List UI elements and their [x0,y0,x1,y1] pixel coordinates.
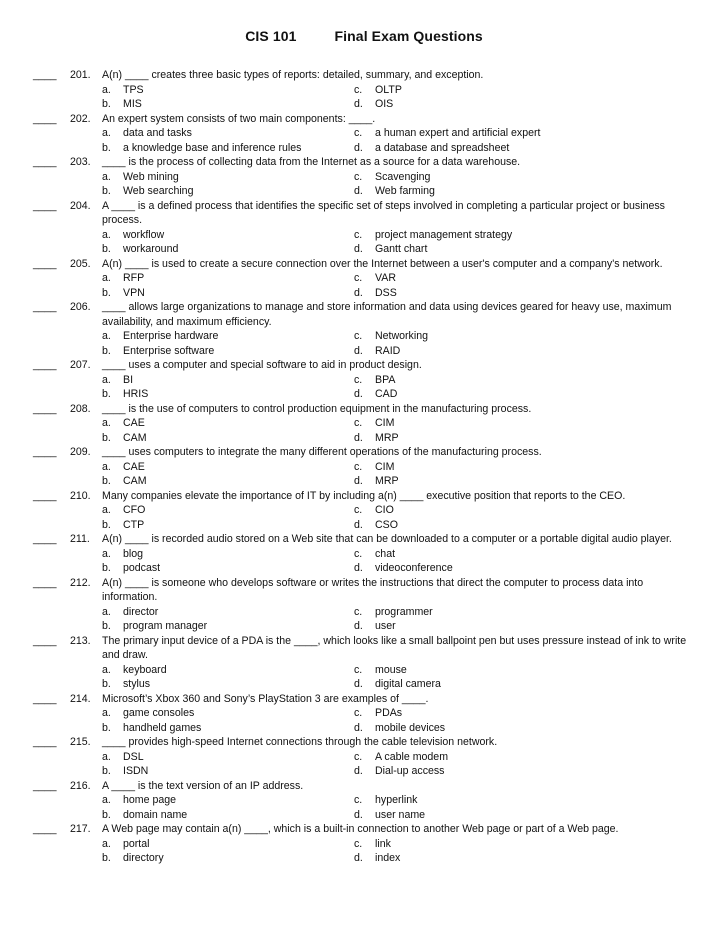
question-number: 207. [70,359,91,371]
answer-options [0,663,728,692]
option-text: BPA [375,373,396,386]
answer-options [0,373,728,402]
option-letter: c. [354,504,363,516]
option-letter: b. [102,286,111,299]
option-text: a database and spreadsheet [375,141,510,154]
question-number: 214. [70,692,91,705]
option-text: program manager [123,620,208,632]
option-text: PDAs [375,707,403,719]
option-letter: c. [354,794,363,806]
question-stem: ____ allows large organizations to manage and store information and data using devices geared for heavy use, maximum availability, and maximum efficiency. [102,301,672,328]
option-letter: a. [102,228,111,241]
option-letter: d. [354,562,363,574]
option-letter: d. [354,765,363,777]
answer-options [0,750,728,779]
option-text: CSO [375,518,398,531]
option-letter: c. [354,547,363,560]
page-title [0,28,728,44]
option-text: Web mining [123,170,179,183]
answer-blank[interactable]: ____ [33,576,57,589]
option-text: a human expert and artificial expert [375,127,541,139]
option-text: DSL [123,750,144,763]
question-stem: ____ uses computers to integrate the many different operations of the manufacturing process. [102,446,542,458]
option-letter: d. [354,344,363,357]
option-text: CAE [123,460,145,473]
option-text: workaround [123,243,179,255]
option-letter: a. [102,127,111,139]
option-text: digital camera [375,678,441,690]
option-letter: d. [354,852,363,864]
option-text: programmer [375,605,433,618]
option-letter: c. [354,605,363,618]
option-letter: d. [354,620,363,632]
question-stem: A ____ is a defined process that identifies the specific set of steps involved in completing a particular project or business process. [102,199,665,226]
option-text: A cable modem [375,750,449,763]
option-letter: c. [354,663,363,676]
option-text: chat [375,547,396,560]
option-text: mobile devices [375,721,446,734]
option-text: portal [123,837,150,850]
question-number: 204. [70,199,91,212]
answer-blank[interactable]: ____ [33,634,57,647]
answer-options [0,83,728,112]
option-letter: c. [354,707,363,719]
answer-options [0,706,728,735]
option-letter: b. [102,475,111,487]
option-text: game consoles [123,707,195,719]
option-text: a knowledge base and inference rules [123,141,302,154]
option-letter: a. [102,373,111,386]
option-letter: d. [354,808,363,821]
question-item [0,576,728,634]
answer-blank[interactable]: ____ [33,301,57,313]
option-text: ISDN [123,765,149,777]
question-number: 210. [70,489,91,502]
option-letter: b. [102,620,111,632]
option-letter: d. [354,388,363,400]
answer-blank[interactable]: ____ [33,69,57,81]
option-text: Networking [375,330,428,342]
option-letter: c. [354,83,363,96]
option-letter: a. [102,707,111,719]
option-text: OLTP [375,83,402,96]
question-stem: A(n) ____ creates three basic types of reports: detailed, summary, and exception. [102,69,484,81]
option-letter: b. [102,808,111,821]
question-item [0,445,728,489]
question-stem: A Web page may contain a(n) ____, which is a built-in connection to another Web page or part of a Web page. [102,823,619,835]
answer-options [0,126,728,155]
option-letter: d. [354,678,363,690]
question-number: 202. [70,112,91,125]
option-text: podcast [123,562,161,574]
option-letter: b. [102,388,111,400]
option-letter: a. [102,663,111,676]
question-stem: A(n) ____ is recorded audio stored on a Web site that can be downloaded to a computer or a portable digital audio player. [102,533,672,545]
option-text: CAM [123,475,147,487]
option-text: Enterprise hardware [123,330,219,342]
question-stem: A ____ is the text version of an IP address. [102,779,304,792]
option-text: CIO [375,504,394,516]
answer-blank[interactable]: ____ [33,533,57,545]
question-item [0,489,728,533]
answer-options [0,793,728,822]
answer-options [0,329,728,358]
question-stem: Many companies elevate the importance of IT by including a(n) ____ executive position that reports to the CEO. [102,489,626,502]
option-text: MRP [375,475,399,487]
answer-blank[interactable]: ____ [33,736,57,748]
option-text: Web searching [123,185,194,197]
option-letter: a. [102,547,111,560]
answer-blank[interactable]: ____ [33,156,57,168]
option-letter: b. [102,141,111,154]
option-text: RAID [375,344,401,357]
option-letter: a. [102,170,111,183]
question-stem: A(n) ____ is used to create a secure connection over the Internet between a user's computer and a company's network. [102,257,663,270]
option-text: Web farming [375,185,435,197]
question-item [0,822,728,866]
option-text: MRP [375,431,399,444]
question-item [0,358,728,402]
question-item [0,112,728,156]
question-stem: The primary input device of a PDA is the ____, which looks like a small ballpoint pen but uses pressure instead of ink to write and draw. [102,634,687,661]
option-text: HRIS [123,388,149,400]
option-letter: b. [102,344,111,357]
question-number: 216. [70,779,91,792]
option-letter: a. [102,417,111,429]
option-text: DSS [375,286,397,299]
option-letter: b. [102,243,111,255]
option-letter: d. [354,286,363,299]
question-stem: ____ is the use of computers to control production equipment in the manufacturing process. [102,402,532,415]
option-letter: b. [102,721,111,734]
option-letter: a. [102,504,111,516]
option-letter: d. [354,185,363,197]
option-letter: c. [354,228,363,241]
answer-blank[interactable]: ____ [33,823,57,835]
option-letter: b. [102,852,111,864]
answer-blank[interactable]: ____ [33,446,57,458]
option-letter: b. [102,765,111,777]
question-stem: A(n) ____ is someone who develops software or writes the instructions that direct the computer to process data into information. [102,576,644,603]
option-letter: d. [354,431,363,444]
question-stem: An expert system consists of two main components: ____. [102,112,376,125]
answer-blank[interactable]: ____ [33,779,57,792]
option-text: Scavenging [375,170,431,183]
answer-options [0,605,728,634]
question-item [0,68,728,112]
option-letter: a. [102,605,111,618]
option-letter: c. [354,170,363,183]
option-letter: c. [354,272,363,284]
option-text: user [375,620,396,632]
answer-options [0,503,728,532]
option-text: CIM [375,460,395,473]
option-letter: a. [102,83,111,96]
option-letter: d. [354,721,363,734]
question-item [0,257,728,301]
option-text: link [375,837,391,850]
option-text: videoconference [375,562,453,574]
question-item [0,692,728,736]
option-letter: c. [354,750,363,763]
option-text: OIS [375,98,394,110]
answer-options [0,271,728,300]
answer-options [0,460,728,489]
question-number: 213. [70,634,91,647]
option-text: user name [375,808,426,821]
answer-blank[interactable]: ____ [33,257,57,270]
answer-blank[interactable]: ____ [33,199,57,212]
option-letter: d. [354,98,363,110]
question-number: 217. [70,823,91,835]
question-item [0,779,728,823]
option-letter: c. [354,837,363,850]
option-text: workflow [123,228,165,241]
answer-blank[interactable]: ____ [33,489,57,502]
course-code: CIS 101 [245,28,297,44]
option-letter: a. [102,794,111,806]
option-text: MIS [123,98,142,110]
option-text: directory [123,852,164,864]
option-text: Dial-up access [375,765,445,777]
option-text: Gantt chart [375,243,428,255]
answer-blank[interactable]: ____ [33,359,57,371]
option-letter: b. [102,518,111,531]
option-letter: c. [354,373,363,386]
question-stem: Microsoft’s Xbox 360 and Sony’s PlayStation 3 are examples of ____. [102,692,429,705]
option-text: stylus [123,678,151,690]
option-text: CAE [123,417,145,429]
option-text: home page [123,794,177,806]
option-letter: c. [354,330,363,342]
option-letter: b. [102,185,111,197]
question-item [0,634,728,692]
option-text: mouse [375,663,407,676]
option-text: project management strategy [375,228,513,241]
question-item [0,300,728,358]
option-letter: a. [102,750,111,763]
answer-options [0,228,728,257]
option-letter: b. [102,431,111,444]
answer-blank[interactable]: ____ [33,112,57,125]
question-stem: ____ is the process of collecting data from the Internet as a source for a data warehouse. [102,156,521,168]
answer-blank[interactable]: ____ [33,402,57,415]
option-text: hyperlink [375,794,418,806]
option-text: Enterprise software [123,344,215,357]
option-text: blog [123,547,144,560]
question-number: 211. [70,533,90,545]
option-letter: b. [102,678,111,690]
option-letter: a. [102,330,111,342]
option-text: VPN [123,286,145,299]
option-letter: d. [354,475,363,487]
option-letter: a. [102,837,111,850]
option-text: CAM [123,431,147,444]
option-letter: b. [102,562,111,574]
question-item [0,155,728,199]
option-letter: d. [354,518,363,531]
question-item [0,735,728,779]
question-number: 205. [70,257,91,270]
option-text: domain name [123,808,188,821]
option-text: index [375,852,401,864]
option-text: director [123,605,159,618]
option-letter: a. [102,460,111,473]
option-text: CFO [123,504,146,516]
exam-title: Final Exam Questions [334,28,483,44]
option-text: TPS [123,83,144,96]
question-item [0,532,728,576]
option-letter: d. [354,141,363,154]
answer-options [0,837,728,866]
question-stem: ____ uses a computer and special software to aid in product design. [102,359,422,371]
question-number: 206. [70,301,91,313]
answer-options [0,416,728,445]
question-item [0,199,728,257]
option-letter: d. [354,243,363,255]
question-number: 212. [70,576,91,589]
option-letter: a. [102,272,111,284]
question-number: 215. [70,736,91,748]
question-number: 208. [70,402,91,415]
option-letter: c. [354,417,363,429]
option-text: CAD [375,388,398,400]
option-text: BI [123,373,134,386]
option-text: VAR [375,272,396,284]
option-text: RFP [123,272,145,284]
option-text: keyboard [123,663,167,676]
option-letter: b. [102,98,111,110]
question-list [0,68,728,866]
answer-options [0,170,728,199]
question-stem: ____ provides high-speed Internet connections through the cable television network. [102,736,498,748]
question-number: 203. [70,156,91,168]
question-item [0,402,728,446]
answer-options [0,547,728,576]
option-letter: c. [354,127,363,139]
option-text: data and tasks [123,127,192,139]
question-number: 201. [70,69,91,81]
option-letter: c. [354,460,363,473]
answer-blank[interactable]: ____ [33,692,57,705]
option-text: handheld games [123,721,202,734]
option-text: CIM [375,417,395,429]
question-number: 209. [70,446,91,458]
option-text: CTP [123,518,145,531]
